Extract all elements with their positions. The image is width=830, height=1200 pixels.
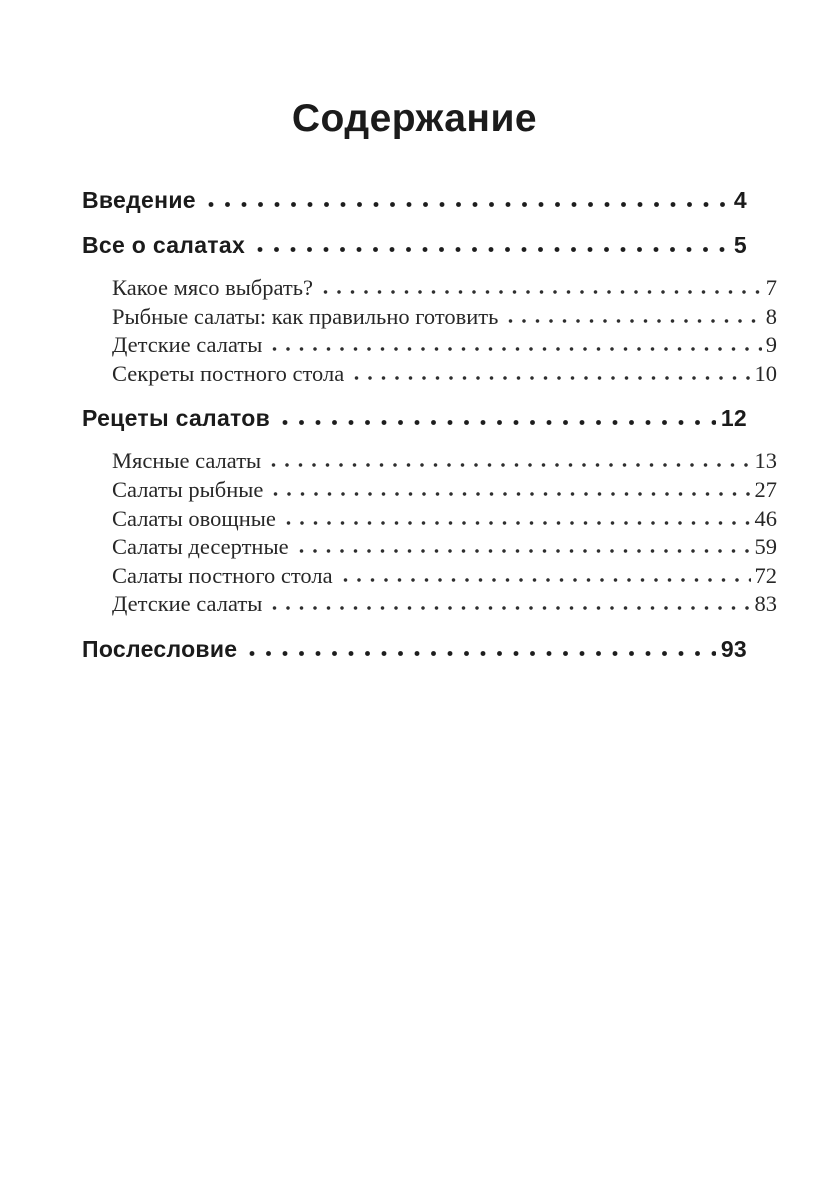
dot-leader bbox=[272, 605, 750, 611]
toc-entry bbox=[82, 230, 747, 260]
toc-entry-label: Послесловие bbox=[82, 635, 238, 662]
dot-leader bbox=[299, 548, 751, 554]
toc-entry-label: Салаты десертные bbox=[112, 534, 289, 560]
toc-entry bbox=[82, 360, 777, 389]
toc-entry-label: Мясные салаты bbox=[112, 448, 262, 474]
toc-entry bbox=[82, 533, 777, 562]
toc-page bbox=[82, 0, 777, 664]
toc-entry bbox=[82, 562, 777, 591]
toc-entry bbox=[82, 331, 777, 360]
toc-entry-page-number: 27 bbox=[754, 476, 777, 502]
toc-entry bbox=[82, 185, 747, 215]
toc-entry-label: Все о салатах bbox=[82, 232, 246, 258]
toc-entry-page-number: 83 bbox=[754, 591, 777, 617]
toc-entry-label: Какое мясо выбрать? bbox=[112, 275, 313, 300]
toc-list bbox=[82, 185, 777, 664]
toc-entry bbox=[82, 403, 747, 433]
toc-entry-page-number: 46 bbox=[754, 505, 777, 531]
toc-entry-label: Детские салаты bbox=[112, 332, 263, 358]
dot-leader bbox=[272, 346, 761, 352]
toc-entry-page-number: 9 bbox=[765, 332, 777, 358]
page-title: Содержание bbox=[291, 97, 538, 140]
dot-leader bbox=[271, 462, 750, 468]
toc-entry bbox=[82, 590, 777, 619]
toc-entry-label: Рецеты салатов bbox=[82, 405, 271, 432]
toc-entry bbox=[82, 303, 777, 332]
toc-entry-label: Салаты постного стола bbox=[112, 562, 333, 588]
dot-leader bbox=[273, 491, 750, 497]
dot-leader bbox=[286, 520, 751, 526]
toc-entry bbox=[82, 634, 747, 664]
toc-entry-page-number: 7 bbox=[765, 275, 777, 300]
toc-entry-page-number: 10 bbox=[754, 360, 777, 386]
toc-entry-label: Салаты овощные bbox=[112, 505, 276, 531]
dot-leader bbox=[323, 289, 762, 295]
toc-entry-label: Детские салаты bbox=[112, 591, 263, 617]
dot-leader bbox=[208, 201, 729, 208]
dot-leader bbox=[282, 419, 716, 426]
toc-entry-label: Салаты рыбные bbox=[112, 476, 264, 502]
toc-entry-page-number: 59 bbox=[754, 534, 777, 560]
toc-entry-page-number: 12 bbox=[720, 405, 747, 432]
toc-entry bbox=[82, 447, 777, 476]
toc-entry-page-number: 93 bbox=[720, 635, 747, 662]
toc-entry-page-number: 13 bbox=[754, 448, 777, 474]
toc-entry-label: Рыбные салаты: как правильно готовить bbox=[112, 303, 499, 329]
dot-leader bbox=[257, 246, 729, 253]
dot-leader bbox=[249, 650, 715, 657]
dot-leader bbox=[508, 318, 761, 324]
toc-entry bbox=[82, 476, 777, 505]
toc-entry-page-number: 8 bbox=[765, 303, 777, 329]
toc-entry bbox=[82, 274, 777, 303]
dot-leader bbox=[343, 577, 751, 583]
toc-entry-page-number: 5 bbox=[733, 232, 747, 258]
toc-entry-page-number: 4 bbox=[733, 187, 747, 213]
dot-leader bbox=[354, 375, 750, 381]
toc-entry-page-number: 72 bbox=[754, 562, 777, 588]
toc-entry bbox=[82, 505, 777, 534]
toc-entry-label: Введение bbox=[82, 187, 196, 213]
toc-entry-label: Секреты постного стола bbox=[112, 360, 345, 386]
